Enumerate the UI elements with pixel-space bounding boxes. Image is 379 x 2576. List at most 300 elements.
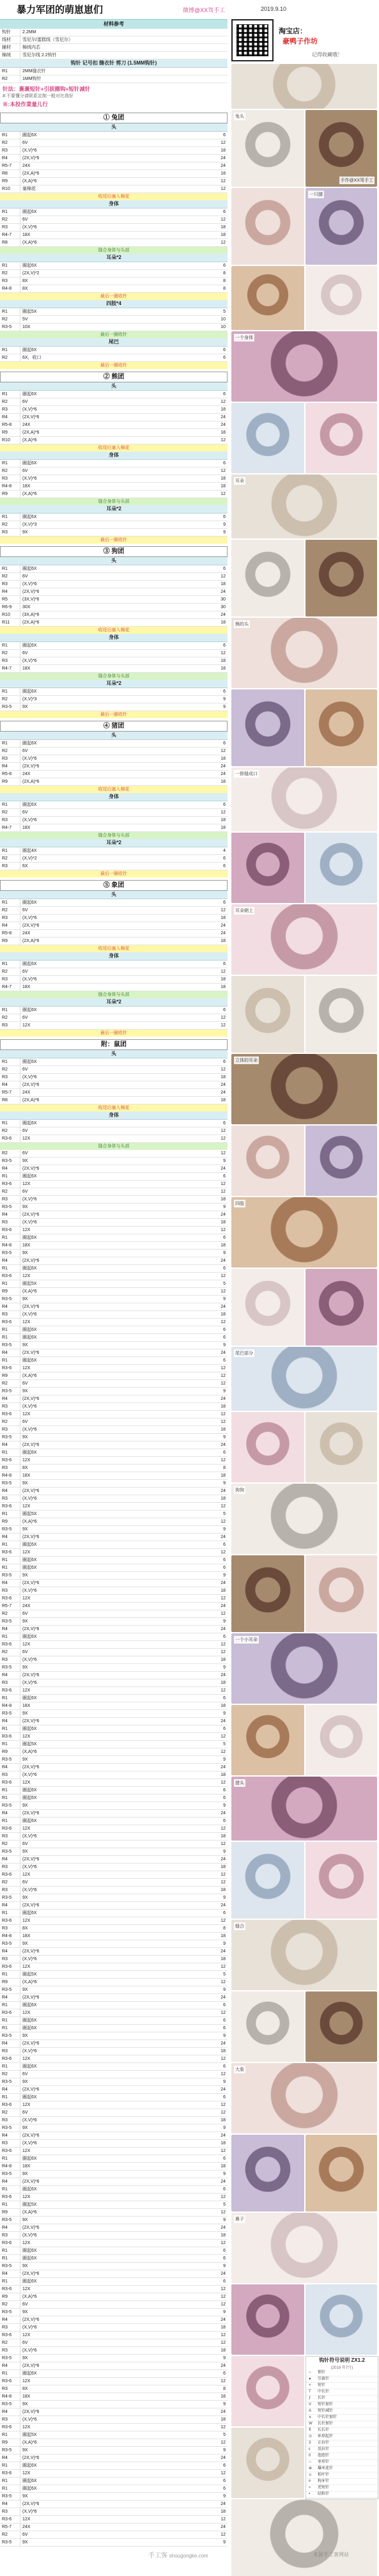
cell: (2X,V)*6 bbox=[22, 2087, 40, 2092]
cell: R1 bbox=[0, 2186, 20, 2193]
pattern-note: 最后一圈收针 bbox=[0, 711, 228, 718]
cell: (X,A)*6 bbox=[22, 179, 37, 184]
cell: 6V bbox=[22, 2302, 28, 2307]
cell: 24 bbox=[220, 1090, 226, 1095]
qr-code[interactable] bbox=[231, 19, 274, 61]
cell: 6 bbox=[223, 2256, 226, 2261]
pattern-note: 收尾后塞入棉花 bbox=[0, 786, 228, 793]
cell: 圈起5X bbox=[22, 1742, 37, 1747]
cell: 8 bbox=[223, 1466, 226, 1470]
photo-caption: 兔头 bbox=[234, 113, 245, 120]
cell: 圈起6X bbox=[22, 567, 37, 571]
pattern-row bbox=[0, 1825, 228, 1833]
cell: R3 bbox=[0, 1311, 20, 1318]
page-title: 暴力军团的萌崽崽们 bbox=[17, 4, 104, 15]
cell: R1 bbox=[0, 1557, 20, 1564]
stitch-symbol: ≈ bbox=[309, 2486, 311, 2490]
cell: 18X bbox=[22, 826, 31, 830]
cell: R6-9 bbox=[0, 604, 20, 611]
pattern-row bbox=[0, 2032, 228, 2040]
cell: (2X,V)*6 bbox=[22, 1719, 40, 1724]
cell: 6 bbox=[223, 900, 226, 905]
cell: 12 bbox=[220, 1182, 226, 1186]
cell: 18X bbox=[22, 1934, 31, 1938]
cell: (X,V)*6 bbox=[22, 1834, 37, 1839]
cell: 6V bbox=[22, 141, 28, 145]
pattern-row bbox=[0, 1227, 228, 1234]
pattern-row bbox=[0, 1204, 228, 1211]
pattern-row bbox=[0, 1879, 228, 1887]
cell: R9 bbox=[0, 1288, 20, 1295]
cell: R3-5 bbox=[0, 2171, 20, 2178]
photo bbox=[231, 188, 304, 265]
footer-site-name: 手工客 bbox=[148, 2552, 167, 2559]
cell: R3-5 bbox=[0, 1940, 20, 1947]
pattern-row bbox=[0, 2063, 228, 2071]
cell: 圈起6X bbox=[22, 741, 37, 746]
cell: (2X,V)*6 bbox=[22, 1489, 40, 1493]
pattern-row bbox=[0, 1081, 228, 1089]
tools-row: 钩针 记号扣 缝衣针 剪刀 (1.5MM钩针) bbox=[0, 59, 228, 68]
pattern-row bbox=[0, 1618, 228, 1626]
cell: 12 bbox=[220, 2210, 226, 2215]
cell: 24X bbox=[22, 772, 31, 776]
cell: (X,V)*6 bbox=[22, 1888, 37, 1892]
cell: R2 bbox=[0, 1380, 20, 1387]
pattern-row bbox=[0, 406, 228, 414]
cell: R2 bbox=[0, 139, 20, 146]
photo bbox=[306, 403, 377, 473]
cell: 18 bbox=[220, 666, 226, 671]
cell: 9 bbox=[223, 1159, 226, 1163]
cell: 圈起6X bbox=[22, 2371, 37, 2376]
pattern-row bbox=[0, 1457, 228, 1465]
cell: 棉绒内芯 bbox=[22, 45, 40, 50]
cell: 18X bbox=[22, 985, 31, 989]
pattern-row bbox=[0, 1626, 228, 1633]
cell: (X,A)*6 bbox=[22, 492, 37, 496]
pattern-row bbox=[0, 1449, 228, 1457]
photo bbox=[231, 1555, 304, 1632]
pattern-row bbox=[0, 1802, 228, 1810]
cell: 6V bbox=[22, 2072, 28, 2077]
cell: R4 bbox=[0, 2501, 20, 2508]
cell: 6 bbox=[223, 864, 226, 868]
cell: R9 bbox=[0, 178, 20, 185]
cell: 圈起5X bbox=[22, 1512, 37, 1516]
cell: (X,V)*6 bbox=[22, 582, 37, 586]
cell: (2X,V)*6 bbox=[22, 2041, 40, 2046]
cell: 6 bbox=[223, 1911, 226, 1915]
cell: 12 bbox=[220, 2110, 226, 2115]
cell: (X,V)*6 bbox=[22, 1427, 37, 1432]
pattern-row bbox=[0, 1887, 228, 1894]
pattern-row bbox=[0, 1488, 228, 1495]
cell: 雪尼尔线 2.2钩针 bbox=[22, 53, 57, 58]
cell: 18 bbox=[220, 233, 226, 237]
pattern-row bbox=[0, 2286, 228, 2293]
cell: (X,V)*6 bbox=[22, 1312, 37, 1317]
cell: R1 bbox=[0, 514, 20, 521]
cell: 9 bbox=[223, 2080, 226, 2084]
cell: R3 bbox=[0, 529, 20, 536]
part-title: 头 bbox=[0, 732, 228, 740]
photo bbox=[231, 403, 304, 473]
cell: 12 bbox=[220, 1136, 226, 1141]
cell: 12X bbox=[22, 1780, 31, 1785]
pattern-note: 最后一圈收针 bbox=[0, 1030, 228, 1037]
cell: (2X,V)*6 bbox=[22, 1581, 40, 1585]
stitch-row bbox=[306, 2396, 378, 2402]
pattern-row bbox=[0, 529, 228, 537]
cell: 5 bbox=[223, 2433, 226, 2437]
photo bbox=[231, 475, 377, 538]
cell: 9 bbox=[223, 2218, 226, 2222]
cell: R2 bbox=[0, 75, 20, 82]
pattern-row bbox=[0, 483, 228, 491]
photo bbox=[231, 833, 304, 903]
cell: 12 bbox=[220, 1023, 226, 1028]
cell: R4 bbox=[0, 1718, 20, 1725]
photo bbox=[306, 1555, 377, 1632]
cell bbox=[209, 44, 228, 51]
cell: 12 bbox=[220, 1642, 226, 1647]
cell: (X,V)*6 bbox=[22, 476, 37, 481]
cell: 12X bbox=[22, 1734, 31, 1739]
cell: R3-6 bbox=[0, 1871, 20, 1878]
pattern-row bbox=[0, 581, 228, 588]
pattern-row bbox=[0, 2009, 228, 2017]
section-title: ① 兔团 bbox=[0, 113, 228, 123]
cell: 圈起6X bbox=[22, 2064, 37, 2069]
pattern-row bbox=[0, 2124, 228, 2132]
cell: 8 bbox=[223, 279, 226, 283]
cell: 8 bbox=[223, 1926, 226, 1931]
cell: R9 bbox=[0, 1748, 20, 1755]
cell: 6 bbox=[223, 1566, 226, 1570]
stitch-name: 反拉针 bbox=[318, 2447, 330, 2451]
cell: (X,V)*6 bbox=[22, 1197, 37, 1202]
cell: 12 bbox=[220, 2440, 226, 2445]
cell: 圈起6X bbox=[22, 1911, 37, 1915]
pattern-row bbox=[0, 2501, 228, 2508]
cell: 6 bbox=[223, 133, 226, 137]
cell: R4 bbox=[0, 1081, 20, 1088]
stitch-name: 泡泡针 bbox=[318, 2454, 330, 2458]
pattern-row bbox=[0, 308, 228, 316]
pattern-row bbox=[0, 801, 228, 809]
cell: (X,V)*6 bbox=[22, 2118, 37, 2123]
cell: 6 bbox=[223, 689, 226, 694]
cell: 9 bbox=[223, 2126, 226, 2130]
cell: R1 bbox=[0, 262, 20, 269]
pattern-row bbox=[0, 521, 228, 529]
pattern-row bbox=[0, 665, 228, 673]
cell: R1 bbox=[0, 1234, 20, 1241]
pattern-row bbox=[0, 491, 228, 498]
cell: 12 bbox=[220, 1412, 226, 1417]
cell: 6 bbox=[223, 1328, 226, 1332]
cell: 18 bbox=[220, 780, 226, 784]
pattern-row bbox=[0, 1572, 228, 1580]
cell: R3 bbox=[0, 817, 20, 824]
pattern-row bbox=[0, 2347, 228, 2355]
cell: 9X bbox=[22, 2034, 28, 2038]
cell: 圈起6X bbox=[22, 2249, 37, 2253]
cell: R4 bbox=[0, 588, 20, 595]
cell: 6 bbox=[223, 2249, 226, 2253]
pattern-note: 缝合身体与头部 bbox=[0, 673, 228, 680]
stitch-chart bbox=[306, 2356, 378, 2499]
cell: 圈起6X bbox=[22, 1558, 37, 1562]
cell: 6V bbox=[22, 1842, 28, 1846]
pattern-row bbox=[0, 1196, 228, 1204]
cell: 12 bbox=[220, 1381, 226, 1386]
pattern-row bbox=[0, 2101, 228, 2109]
stitch-name: 中长针加针 bbox=[318, 2415, 337, 2419]
cell: R4 bbox=[0, 414, 20, 421]
photo-caption: 狗狗 bbox=[234, 1486, 245, 1494]
cell: 圈起6X bbox=[22, 1566, 37, 1570]
cell: 6 bbox=[223, 263, 226, 268]
pattern-row bbox=[0, 270, 228, 278]
cell: 8 bbox=[223, 2387, 226, 2391]
cell: R4 bbox=[0, 1349, 20, 1356]
pattern-note: 最后一圈收针 bbox=[0, 293, 228, 300]
cell: R3-6 bbox=[0, 2240, 20, 2247]
part-title: 耳朵*2 bbox=[0, 839, 228, 847]
cell: 6 bbox=[223, 2095, 226, 2100]
cell: (X,A)*6 bbox=[22, 1374, 37, 1378]
pattern-row bbox=[0, 2508, 228, 2516]
pattern-row bbox=[0, 1695, 228, 1702]
cell: (X,V)*6 bbox=[22, 2049, 37, 2054]
cell: R4 bbox=[0, 2224, 20, 2231]
stitch-symbol: T bbox=[309, 2390, 311, 2394]
stitch-row bbox=[306, 2466, 378, 2472]
photo bbox=[306, 2135, 377, 2211]
cell: 9X bbox=[22, 2172, 28, 2176]
cell: R5-8 bbox=[0, 771, 20, 778]
cell: 6V bbox=[22, 1067, 28, 1072]
cell: 9 bbox=[223, 2172, 226, 2176]
cell: 6 bbox=[223, 1696, 226, 1700]
cell: 24 bbox=[220, 2272, 226, 2276]
cell: 圈起6X bbox=[22, 348, 37, 352]
cell: 5 bbox=[223, 2203, 226, 2207]
cell: R3 bbox=[0, 1956, 20, 1963]
cell: 5 bbox=[223, 1742, 226, 1747]
cell: R1 bbox=[0, 1564, 20, 1571]
cell: 12X bbox=[22, 1136, 31, 1141]
cell: 24X bbox=[22, 164, 31, 168]
pattern-row bbox=[0, 2278, 228, 2286]
cell: 12 bbox=[220, 1190, 226, 1194]
cell: R5-8 bbox=[0, 930, 20, 937]
cell: 9 bbox=[223, 2402, 226, 2407]
pattern-row bbox=[0, 1687, 228, 1695]
pattern-row bbox=[0, 2324, 228, 2332]
cell: 24 bbox=[220, 1489, 226, 1493]
cell: 9X bbox=[22, 2356, 28, 2360]
cell: (2X,V)*6 bbox=[22, 1397, 40, 1401]
photo bbox=[306, 540, 377, 617]
pattern-row bbox=[0, 604, 228, 611]
pattern-row bbox=[0, 1311, 228, 1319]
cell: (2X,V)*6 bbox=[22, 2456, 40, 2460]
cell: 24X bbox=[22, 2525, 31, 2529]
cell bbox=[209, 52, 228, 59]
cell: 18 bbox=[220, 939, 226, 943]
pattern-row bbox=[0, 1963, 228, 1971]
photo bbox=[231, 1991, 304, 2062]
cell: 18X bbox=[22, 484, 31, 489]
cell: R3-5 bbox=[0, 2032, 20, 2039]
pattern-row bbox=[0, 1741, 228, 1748]
stitch-row bbox=[306, 2460, 378, 2466]
pattern-row bbox=[0, 1007, 228, 1014]
cell: R1 bbox=[0, 642, 20, 649]
pattern-row bbox=[0, 2071, 228, 2078]
pattern-row bbox=[0, 855, 228, 863]
materials-table bbox=[0, 29, 228, 59]
cell: 圈起6X bbox=[22, 643, 37, 648]
cell: R4 bbox=[0, 1626, 20, 1633]
cell: 6 bbox=[223, 803, 226, 807]
pattern-row bbox=[0, 1158, 228, 1165]
pattern-row bbox=[0, 1089, 228, 1097]
cell: 12 bbox=[220, 2533, 226, 2537]
cell: 12X bbox=[22, 2057, 31, 2061]
cell: R3-5 bbox=[0, 2217, 20, 2224]
cell: R1 bbox=[0, 2063, 20, 2070]
pattern-row bbox=[0, 1549, 228, 1557]
cell: R4 bbox=[0, 1165, 20, 1172]
cell: (2X,A)*6 bbox=[22, 430, 40, 435]
cell: R2 bbox=[0, 1841, 20, 1848]
cell: 6 bbox=[223, 2463, 226, 2468]
cell: R3 bbox=[0, 2416, 20, 2423]
cell: (2X,V)*6 bbox=[22, 1305, 40, 1309]
cell: R3-5 bbox=[0, 1848, 20, 1855]
cell: 12 bbox=[220, 1650, 226, 1654]
cell: 12X bbox=[22, 1965, 31, 1969]
cell: 9 bbox=[223, 1527, 226, 1532]
pattern-row bbox=[0, 2309, 228, 2316]
shop-name[interactable]: 豪鸭子作坊 bbox=[282, 38, 318, 45]
cell: R3-6 bbox=[0, 1779, 20, 1786]
footer-url[interactable]: shougongke.com bbox=[169, 2553, 208, 2559]
cell: (X,V)*3 bbox=[22, 522, 37, 527]
pattern-row bbox=[0, 657, 228, 665]
cell: 圈起6X bbox=[22, 2463, 37, 2468]
cell: R1 bbox=[0, 308, 20, 315]
cell: (X,V)*6 bbox=[22, 1075, 37, 1080]
cell: 6 bbox=[223, 1121, 226, 1126]
cell: 24 bbox=[220, 923, 226, 928]
cell: 9X bbox=[22, 2540, 28, 2545]
cell: 12X bbox=[22, 1274, 31, 1278]
cell: 12 bbox=[220, 492, 226, 496]
cell: 18 bbox=[220, 148, 226, 153]
pattern-row bbox=[0, 1779, 228, 1787]
photo-watermark: 手作@XX驾手工 bbox=[339, 177, 375, 184]
cell: 圈起6X bbox=[22, 1358, 37, 1363]
pattern-row bbox=[0, 2355, 228, 2362]
photo-caption: 缝合 bbox=[234, 1922, 245, 1930]
cell: R1 bbox=[0, 1173, 20, 1180]
pattern-row bbox=[0, 1917, 228, 1925]
cell: R5-7 bbox=[0, 2524, 20, 2531]
cell: 24 bbox=[220, 156, 226, 161]
pattern-row bbox=[0, 2055, 228, 2063]
cell: R4-8 bbox=[0, 285, 20, 292]
pattern-row bbox=[0, 984, 228, 991]
cell: 圈起6X bbox=[22, 1543, 37, 1547]
cell: 12 bbox=[220, 1520, 226, 1524]
cell: 圈起6X bbox=[22, 461, 37, 466]
cell: 圈起6X bbox=[22, 1236, 37, 1240]
cell: 12 bbox=[220, 1504, 226, 1509]
pattern-row bbox=[0, 2094, 228, 2101]
cell: R4 bbox=[0, 2454, 20, 2462]
pattern-row bbox=[0, 1956, 228, 1963]
cell: 30 bbox=[220, 605, 226, 609]
cell: R2 bbox=[0, 968, 20, 975]
cell: 24 bbox=[220, 2226, 226, 2230]
stitch-row bbox=[306, 2485, 378, 2492]
pattern-row bbox=[0, 1219, 228, 1227]
cell: 8X bbox=[22, 1926, 28, 1931]
pattern-row bbox=[0, 2086, 228, 2094]
cell: 6V bbox=[22, 1129, 28, 1133]
cell: R5-7 bbox=[0, 1089, 20, 1096]
cell: R3 bbox=[0, 863, 20, 870]
cell: R4-8 bbox=[0, 1933, 20, 1940]
cell: R1 bbox=[0, 2431, 20, 2439]
cell: 6V bbox=[22, 749, 28, 753]
cell: R1 bbox=[0, 1818, 20, 1825]
cell: 24 bbox=[220, 415, 226, 420]
pattern-row bbox=[0, 1902, 228, 1910]
cell: 24 bbox=[220, 1535, 226, 1539]
stitch-row bbox=[306, 2492, 378, 2498]
cell: 12 bbox=[220, 2241, 226, 2245]
cell: 12 bbox=[220, 438, 226, 443]
photo bbox=[231, 1197, 377, 1268]
section-title: 附：鼠团 bbox=[0, 1039, 228, 1050]
cell: 12 bbox=[220, 2425, 226, 2430]
cell: 圈起6X bbox=[22, 1635, 37, 1639]
cell: R9 bbox=[0, 1372, 20, 1379]
cell: R3 bbox=[0, 657, 20, 664]
cell: (X,V)*6 bbox=[22, 1589, 37, 1593]
cell: 12 bbox=[220, 1842, 226, 1846]
cell: 18 bbox=[220, 476, 226, 481]
cell: 18 bbox=[220, 2509, 226, 2514]
pattern-row bbox=[0, 588, 228, 596]
cell: (X,V)*6 bbox=[22, 2417, 37, 2422]
cell: 9 bbox=[223, 1942, 226, 1946]
cell: R1 bbox=[0, 899, 20, 906]
pattern-row bbox=[0, 2378, 228, 2385]
cell: R1 bbox=[0, 1265, 20, 1272]
cell: 8X bbox=[22, 2387, 28, 2391]
photo bbox=[306, 1842, 377, 1919]
cell: R2 bbox=[0, 1150, 20, 1157]
cell: 24X bbox=[22, 1604, 31, 1608]
cell: 9 bbox=[223, 2356, 226, 2360]
